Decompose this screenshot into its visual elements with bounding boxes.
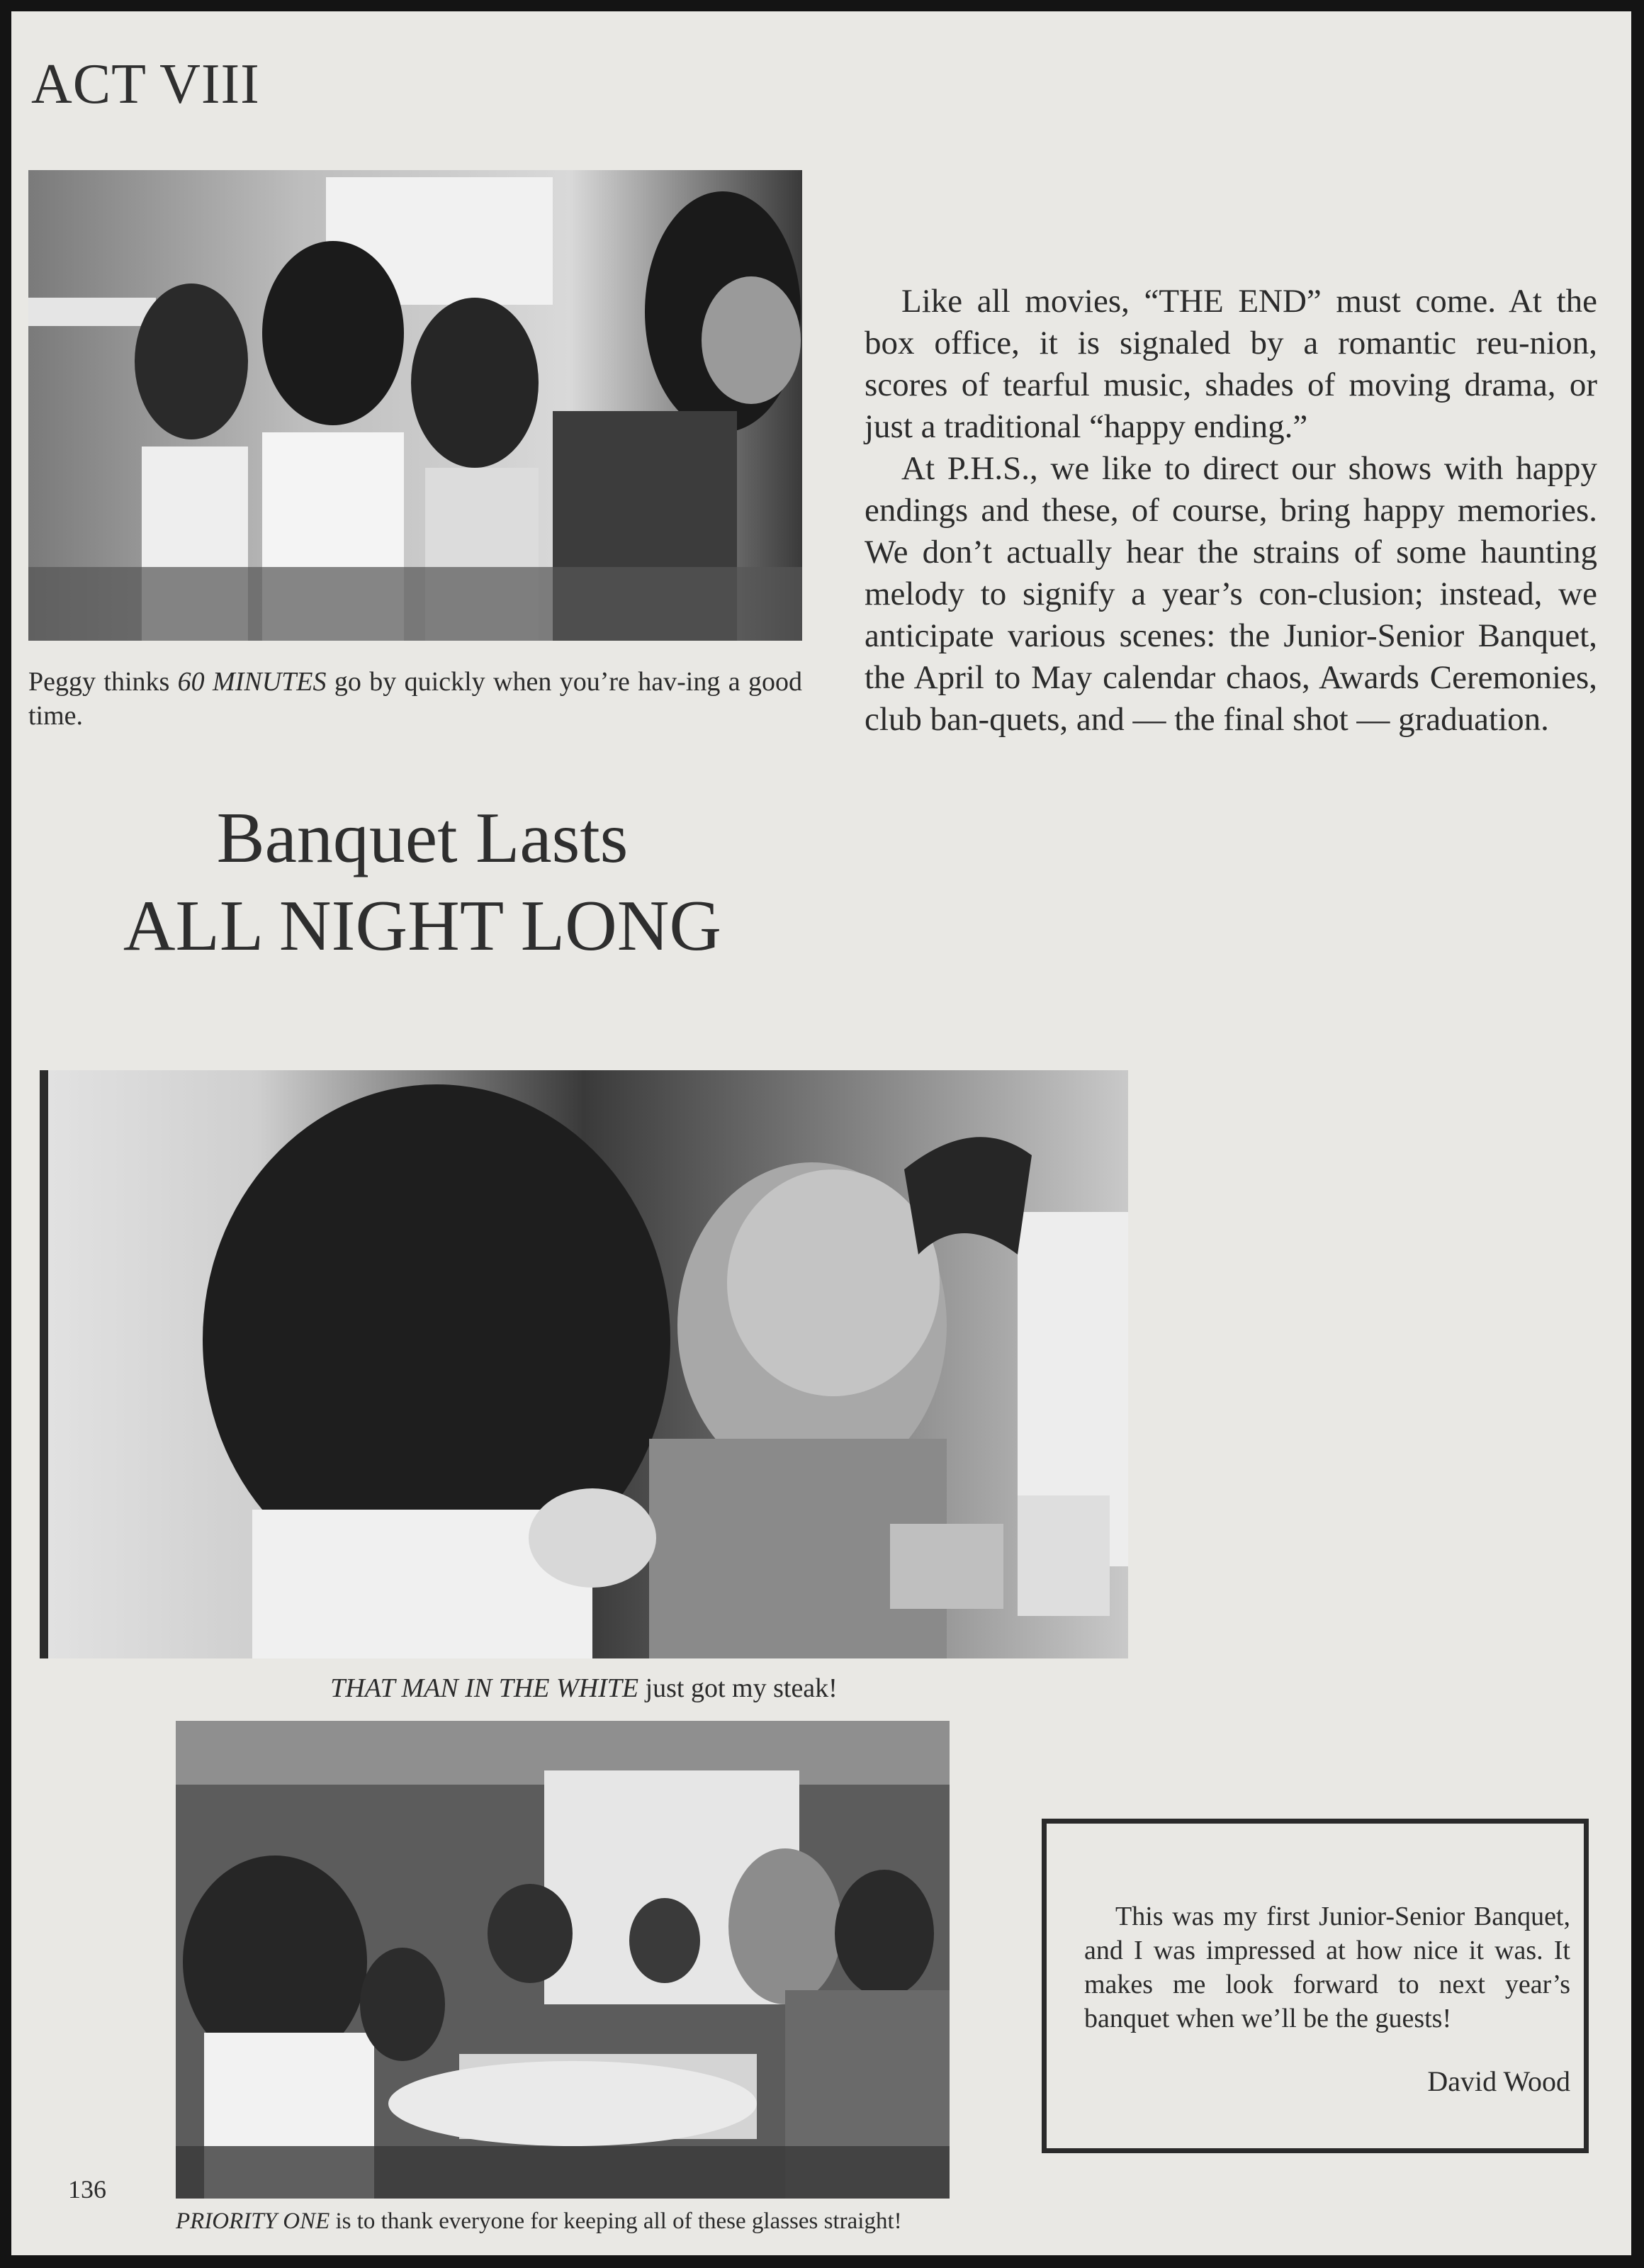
top-photo-caption — [28, 665, 802, 733]
section-title: ACT VIII — [31, 53, 260, 116]
caption-text: go by quickly when you’re hav-ing a good time. — [28, 667, 802, 731]
headline-line-2: ALL NIGHT LONG — [123, 886, 722, 966]
headline-line-1: Banquet Lasts — [216, 798, 629, 878]
photo-image — [176, 1721, 950, 2199]
caption-text: just got my steak! — [638, 1673, 838, 1703]
photo-image — [28, 170, 802, 641]
caption-emphasis: PRIORITY ONE — [176, 2208, 330, 2234]
caption-emphasis: THAT MAN IN THE WHITE — [330, 1673, 639, 1703]
article-body — [865, 281, 1597, 741]
quote-body: This was my first Junior-Senior Banquet, and I was impressed at how nice it was. It makes me look forward to next year’s banquet when we’ll be the guests! — [1084, 1902, 1570, 2033]
banquet-photo-couple — [40, 1070, 1128, 1658]
quote-text — [1084, 1899, 1570, 2036]
article-headline — [54, 795, 791, 970]
bottom-photo-caption — [176, 2207, 950, 2235]
middle-photo-caption — [40, 1671, 1128, 1705]
caption-text: is to thank everyone for keeping all of these glasses straight! — [330, 2208, 902, 2234]
photo-image — [40, 1070, 1128, 1658]
yearbook-page — [11, 11, 1631, 2255]
show-through-text — [848, 54, 863, 122]
quote-author: David Wood — [1427, 2065, 1570, 2097]
page-number: 136 — [68, 2175, 106, 2204]
body-paragraph-2: At P.H.S., we like to direct our shows with happy endings and these, of course, bring happy memories. We don’t actually hear the strains of some haunting melody to signify a year’s con-clusion; instead, we anticipate various scenes: the Junior-Senior Banquet, the April to May calendar chaos, Awards Ceremonies, club ban-quets, and — the final shot — graduation. — [865, 450, 1597, 738]
banquet-photo-guests — [28, 170, 802, 641]
caption-text: Peggy thinks — [28, 667, 178, 697]
caption-emphasis: 60 MINUTES — [177, 667, 327, 697]
body-paragraph-1: Like all movies, “THE END” must come. At the box office, it is signaled by a romantic reu-nion, scores of tearful music, shades of moving drama, or just a traditional “happy ending.” — [865, 283, 1597, 445]
banquet-photo-tables — [176, 1721, 950, 2199]
